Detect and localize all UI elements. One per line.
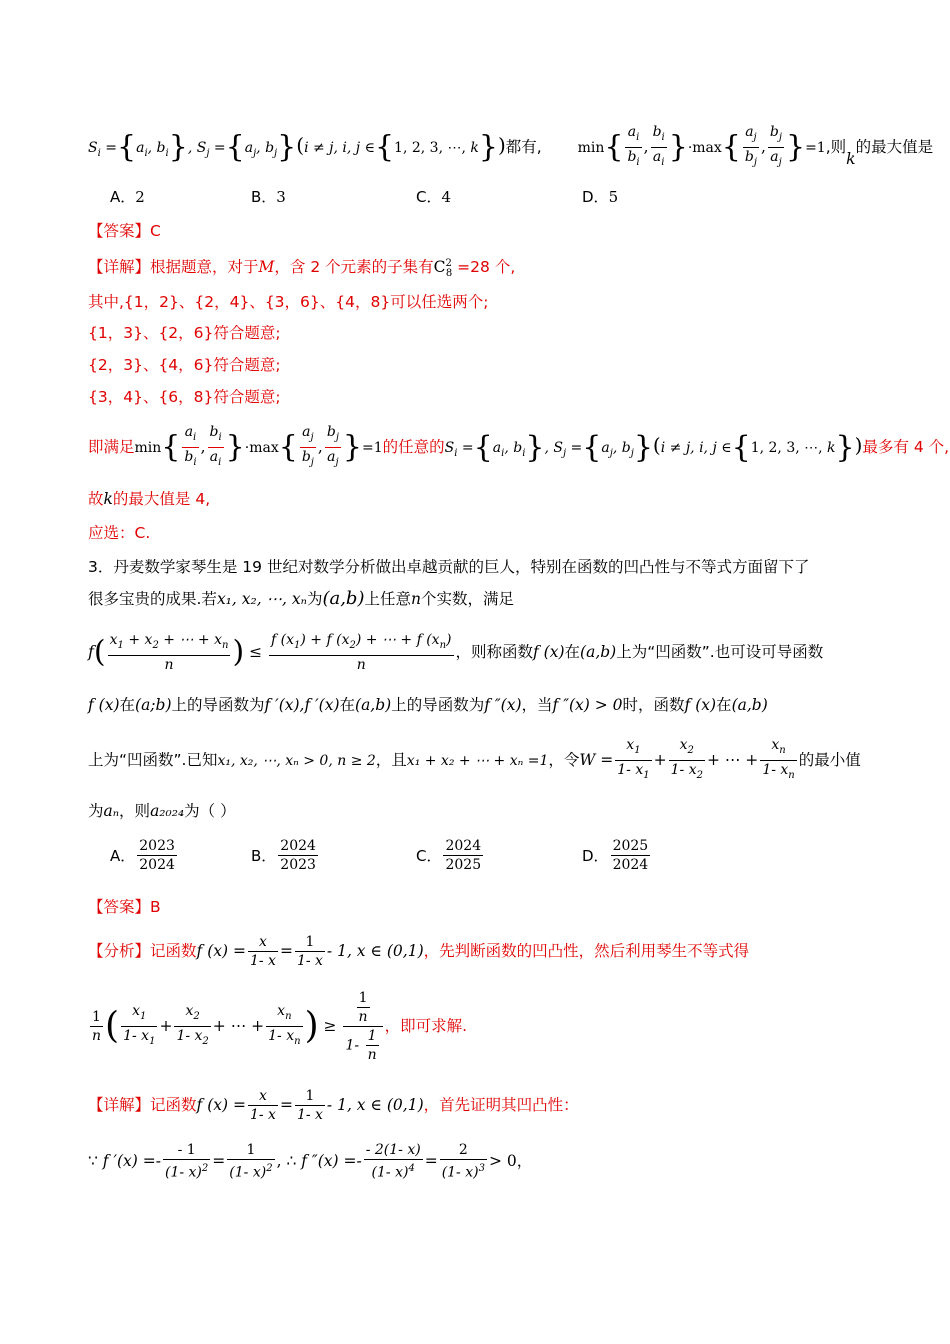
p3-line-5: 上为“凹函数”.已知x₁, x₂, ⋯, xₙ > 0, n ≥ 2，且x₁ + x₂ + ⋯ + xₙ =1，令W = $\frac{x_1}{1- x_1}$ + $\frac{x_2}{1- x_2}$ + ⋯ + $\frac{x_n}{1- x_n}$ 的最小值 <box>88 737 861 781</box>
p3-option-b[interactable]: B． $\frac{2024}{2023}$ <box>251 838 316 873</box>
text-all: 都有, <box>505 138 542 156</box>
p3-option-d[interactable]: D． $\frac{2025}{2024}$ <box>582 838 649 873</box>
p3-derivative-line: ∵ f ′(x) =- $\frac{- 1}{(1- x)^2}$ = $\frac{1}{(1- x)^2}$ , ∴ f ″(x) =- $\frac{- 2(1- x)}{(1- x)^4}$ = $\frac{2}{(1- x)^3}$ > 0， <box>88 1142 533 1181</box>
prev-detail-line: 【详解】根据题意，对于M，含 2 个元素的子集有$C^2_8 =28$ 个, <box>88 258 516 280</box>
p3-line-4: f (x)在(a;b)上的导函数为f ′(x),f ′(x)在(a,b)上的导函数为f ″(x)，当f ″(x) > 0时，函数f (x)在(a,b) <box>88 696 768 714</box>
p3-line-1: 3．丹麦数学家琴生是 19 世纪对数学分析做出卓越贡献的巨人，特别在函数的凹凸性与不等式方面留下了 <box>88 558 810 576</box>
prev-line-6: 即满足min{ $\frac{a_i}{b_i}$ , $\frac{b_i}{a_i}$ }·max{ $\frac{a_j}{b_j}$ , $\frac{b_j}{a_j}$ }=1的任意的$S_i =\{a_i$, $b_i$}, $S_j =\{a_j$, $b_j\}(i \ne j$, i, j ∈{1, 2, 3, ⋯, k})最多有 4 个, <box>88 424 950 468</box>
p3-line-3: f( $\frac{x_1 + x_2 + \cdots + x_n}{n}$ ) ≤ $\frac{f (x_1) + f (x_2) + \cdots + f (x_n)}{n}$ ，则称函数f (x)在(a,b)上为“凹函数”.也可设可导函数 <box>88 632 824 673</box>
p3-analysis-line: 【分析】记函数f (x) = $\frac{x}{1- x}$ = $\frac{1}{1- x}$ - 1, x ∈ (0,1)，先判断函数的凹凸性，然后利用琴生不等式得 <box>88 934 750 969</box>
prev-line-3: {1，3}、{2，6}符合题意; <box>88 324 281 342</box>
p3-detail-line: 【详解】记函数f (x) = $\frac{x}{1- x}$ = $\frac{1}{1- x}$ - 1, x ∈ (0,1)，首先证明其凹凸性： <box>88 1088 579 1123</box>
prev-answer: 【答案】C <box>88 222 161 240</box>
p3-line-6: 为aₙ，则a₂₀₂₄为（ ） <box>88 802 236 820</box>
max-label: ·max <box>687 140 722 156</box>
p3-option-a[interactable]: A． $\frac{2023}{2024}$ <box>110 838 175 873</box>
prev-line-4: {2，3}、{4，6}符合题意; <box>88 356 281 374</box>
eq-one: =1 <box>805 140 826 156</box>
prev-line-2: 其中,{1，2}、{2，4}、{3，6}、{4，8}可以任选两个; <box>88 293 489 311</box>
prev-option-c[interactable]: C．4 <box>416 188 452 206</box>
p3-answer: 【答案】B <box>88 898 161 916</box>
prev-option-a[interactable]: A．2 <box>110 188 145 206</box>
k-var: k <box>846 150 856 168</box>
then-text: ,则 <box>825 138 847 156</box>
prev-line-8: 应选：C. <box>88 524 151 542</box>
prev-condition-line: $S_i =\{a_i$, $b_i$}, $S_j =\{a_j$, $b_j\}(i \ne j$, i, j ∈{1, 2, 3, ⋯, k})都有, min{ $\frac{a_i}{b_i}$ , $\frac{b_i}{a_i}$ }·max{ $\frac{a_j}{b_j}$ , $\frac{b_j}{a_j}$ }=1,则k的最大值是 <box>88 124 934 168</box>
tail-text: 的最大值是 <box>855 138 934 156</box>
p3-line-2: 很多宝贵的成果.若x₁, x₂, ⋯, xₙ为(a,b)上任意n个实数，满足 <box>88 588 514 609</box>
prev-line-7: 故k的最大值是 4, <box>88 490 211 508</box>
prev-option-b[interactable]: B．3 <box>251 188 286 206</box>
p3-analysis-line-2: $\frac{1}{n}$ ( $\frac{x_1}{1- x_1}$ + $\frac{x_2}{1- x_2}$ + ⋯ + $\frac{x_n}{1- x_n}$ ) ≥ $\frac{1}{n}$ 1- $\frac{1}{n}$ ，即可求解. <box>92 990 468 1063</box>
p3-option-c[interactable]: C． $\frac{2024}{2025}$ <box>416 838 482 873</box>
prev-line-5: {3，4}、{6，8}符合题意; <box>88 388 281 406</box>
min-label: min <box>577 140 605 156</box>
prev-option-d[interactable]: D．5 <box>582 188 619 206</box>
